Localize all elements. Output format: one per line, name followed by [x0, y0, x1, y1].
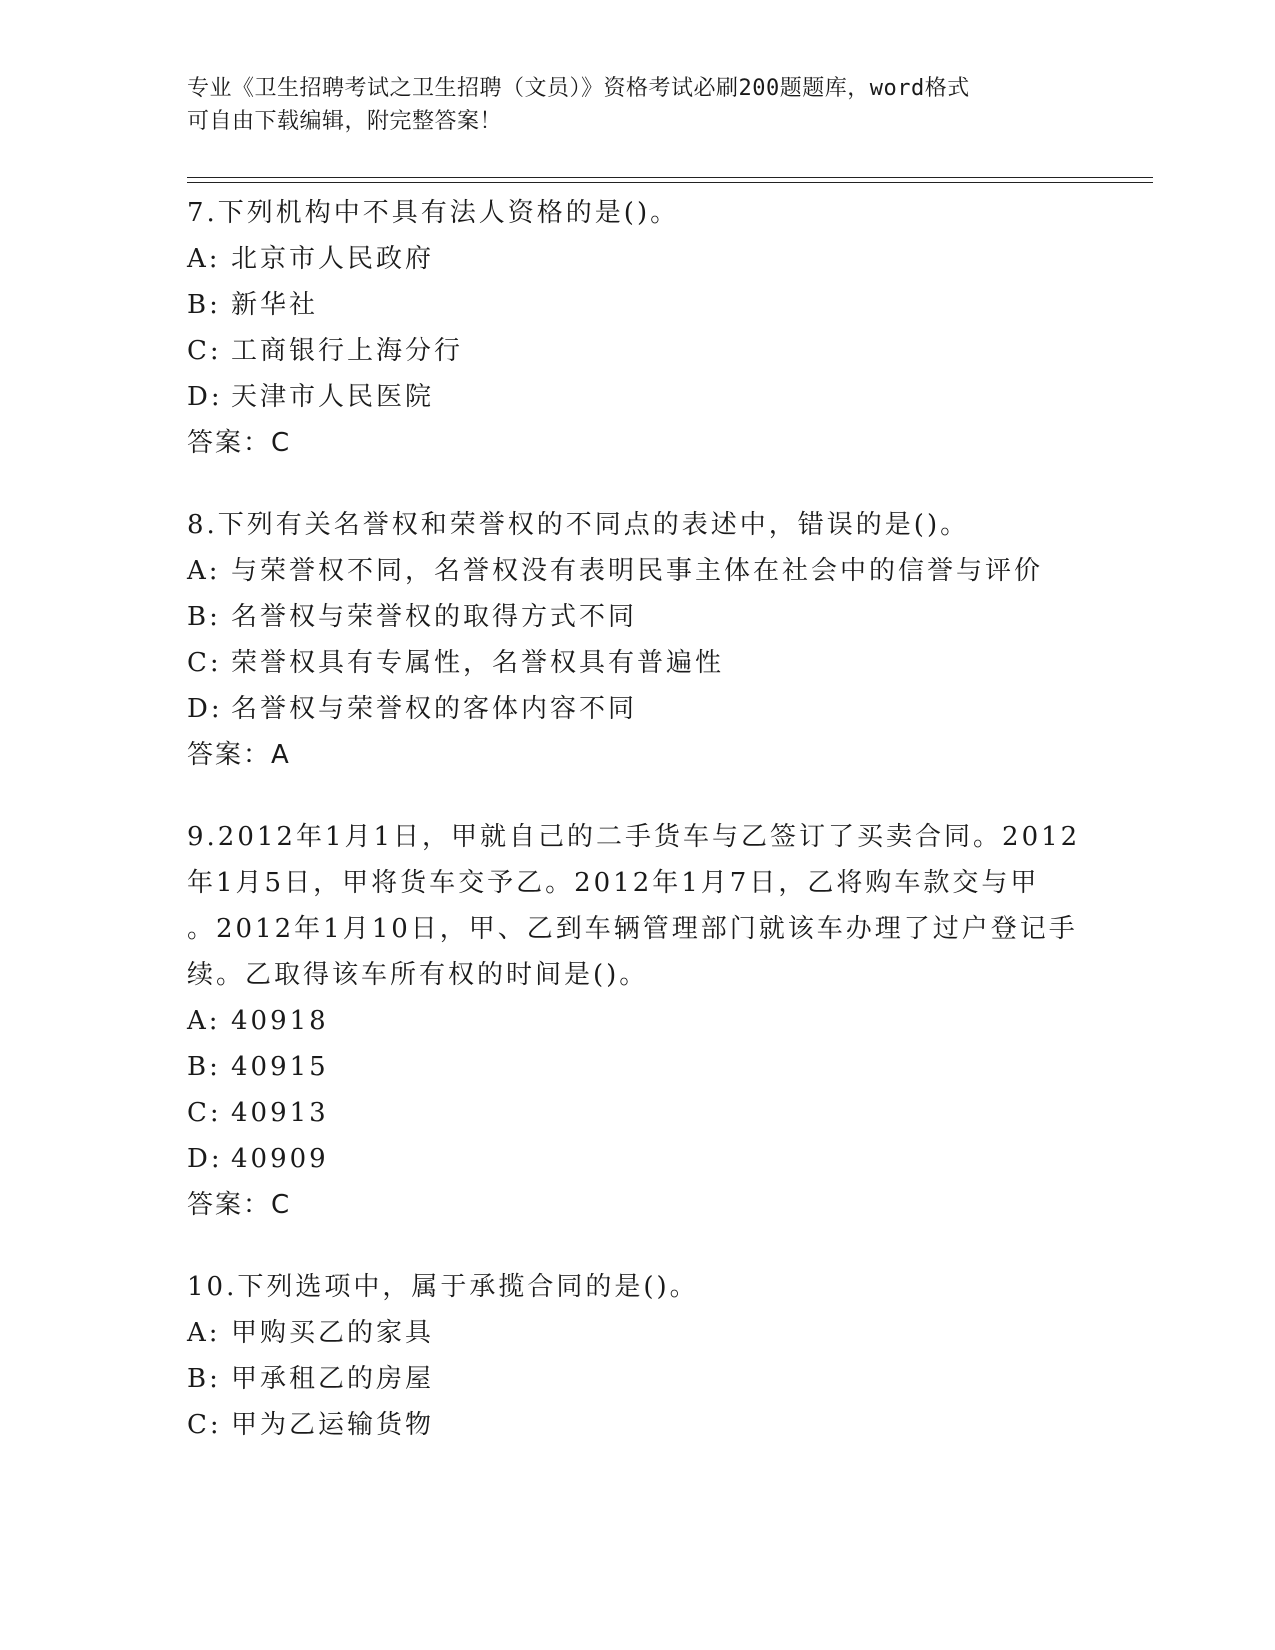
option-letter: C: [187, 1410, 222, 1440]
option-text: 天津市人民医院 [231, 382, 435, 412]
option-text: 40915 [231, 1052, 329, 1082]
answer-line: 答案：C [187, 1190, 292, 1220]
option-row [187, 1044, 1087, 1090]
question-block [187, 190, 1087, 466]
option-letter: B: [187, 290, 221, 320]
option-row [187, 1356, 1087, 1402]
question-stem: 8.下列有关名誉权和荣誉权的不同点的表述中，错误的是()。 [187, 510, 970, 540]
option-text: 甲承租乙的房屋 [231, 1364, 435, 1394]
option-letter: D: [187, 1144, 223, 1174]
option-letter: C: [187, 336, 222, 366]
option-row [187, 1310, 1087, 1356]
option-text: 与荣誉权不同，名誉权没有表明民事主体在社会中的信誉与评价 [231, 556, 1044, 586]
option-row [187, 548, 1087, 594]
question-stem: 10.下列选项中，属于承揽合同的是()。 [187, 1272, 699, 1302]
option-text: 北京市人民政府 [231, 244, 435, 274]
option-text: 荣誉权具有专属性，名誉权具有普遍性 [231, 648, 725, 678]
header-divider-bottom [187, 182, 1153, 183]
option-text: 40913 [231, 1098, 329, 1128]
question-stem: 续。乙取得该车所有权的时间是()。 [187, 960, 649, 990]
question-stem: 。2012年1月10日，甲、乙到车辆管理部门就该车办理了过户登记手 [187, 914, 1078, 944]
option-text: 40918 [231, 1006, 329, 1036]
answer-line: 答案：A [187, 740, 291, 770]
option-row [187, 686, 1087, 732]
option-letter: D: [187, 694, 223, 724]
option-letter: D: [187, 382, 223, 412]
question-block [187, 502, 1087, 778]
option-letter: B: [187, 1052, 221, 1082]
option-row [187, 998, 1087, 1044]
question-block [187, 1264, 1087, 1448]
question-stem: 9.2012年1月1日，甲就自己的二手货车与乙签订了买卖合同。2012 [187, 822, 1081, 852]
question-stem: 7.下列机构中不具有法人资格的是()。 [187, 198, 680, 228]
option-text: 甲为乙运输货物 [231, 1410, 435, 1440]
option-letter: C: [187, 648, 222, 678]
option-letter: A: [187, 244, 221, 274]
option-letter: B: [187, 602, 221, 632]
option-text: 甲购买乙的家具 [231, 1318, 435, 1348]
option-row [187, 640, 1087, 686]
answer-line: 答案：C [187, 428, 292, 458]
option-row [187, 1402, 1087, 1448]
option-row [187, 1136, 1087, 1182]
option-letter: A: [187, 556, 221, 586]
option-letter: C: [187, 1098, 222, 1128]
option-row [187, 236, 1087, 282]
option-row [187, 328, 1087, 374]
option-row [187, 594, 1087, 640]
option-letter: A: [187, 1006, 221, 1036]
option-row [187, 374, 1087, 420]
document-header [187, 72, 1087, 138]
option-text: 新华社 [231, 290, 319, 320]
option-row [187, 282, 1087, 328]
option-letter: A: [187, 1318, 221, 1348]
option-text: 名誉权与荣誉权的客体内容不同 [231, 694, 638, 724]
question-stem: 年1月5日，甲将货车交予乙。2012年1月7日，乙将购车款交与甲 [187, 868, 1040, 898]
option-row [187, 1090, 1087, 1136]
option-text: 工商银行上海分行 [231, 336, 464, 366]
option-text: 40909 [231, 1144, 329, 1174]
option-letter: B: [187, 1364, 221, 1394]
header-divider-top [187, 177, 1153, 178]
option-text: 名誉权与荣誉权的取得方式不同 [231, 602, 638, 632]
header-line-1: 专业《卫生招聘考试之卫生招聘（文员）》资格考试必刷200题题库，word格式 [187, 76, 970, 101]
question-list [187, 190, 1087, 1484]
question-block [187, 814, 1087, 1228]
header-line-2: 可自由下载编辑，附完整答案！ [187, 109, 503, 134]
